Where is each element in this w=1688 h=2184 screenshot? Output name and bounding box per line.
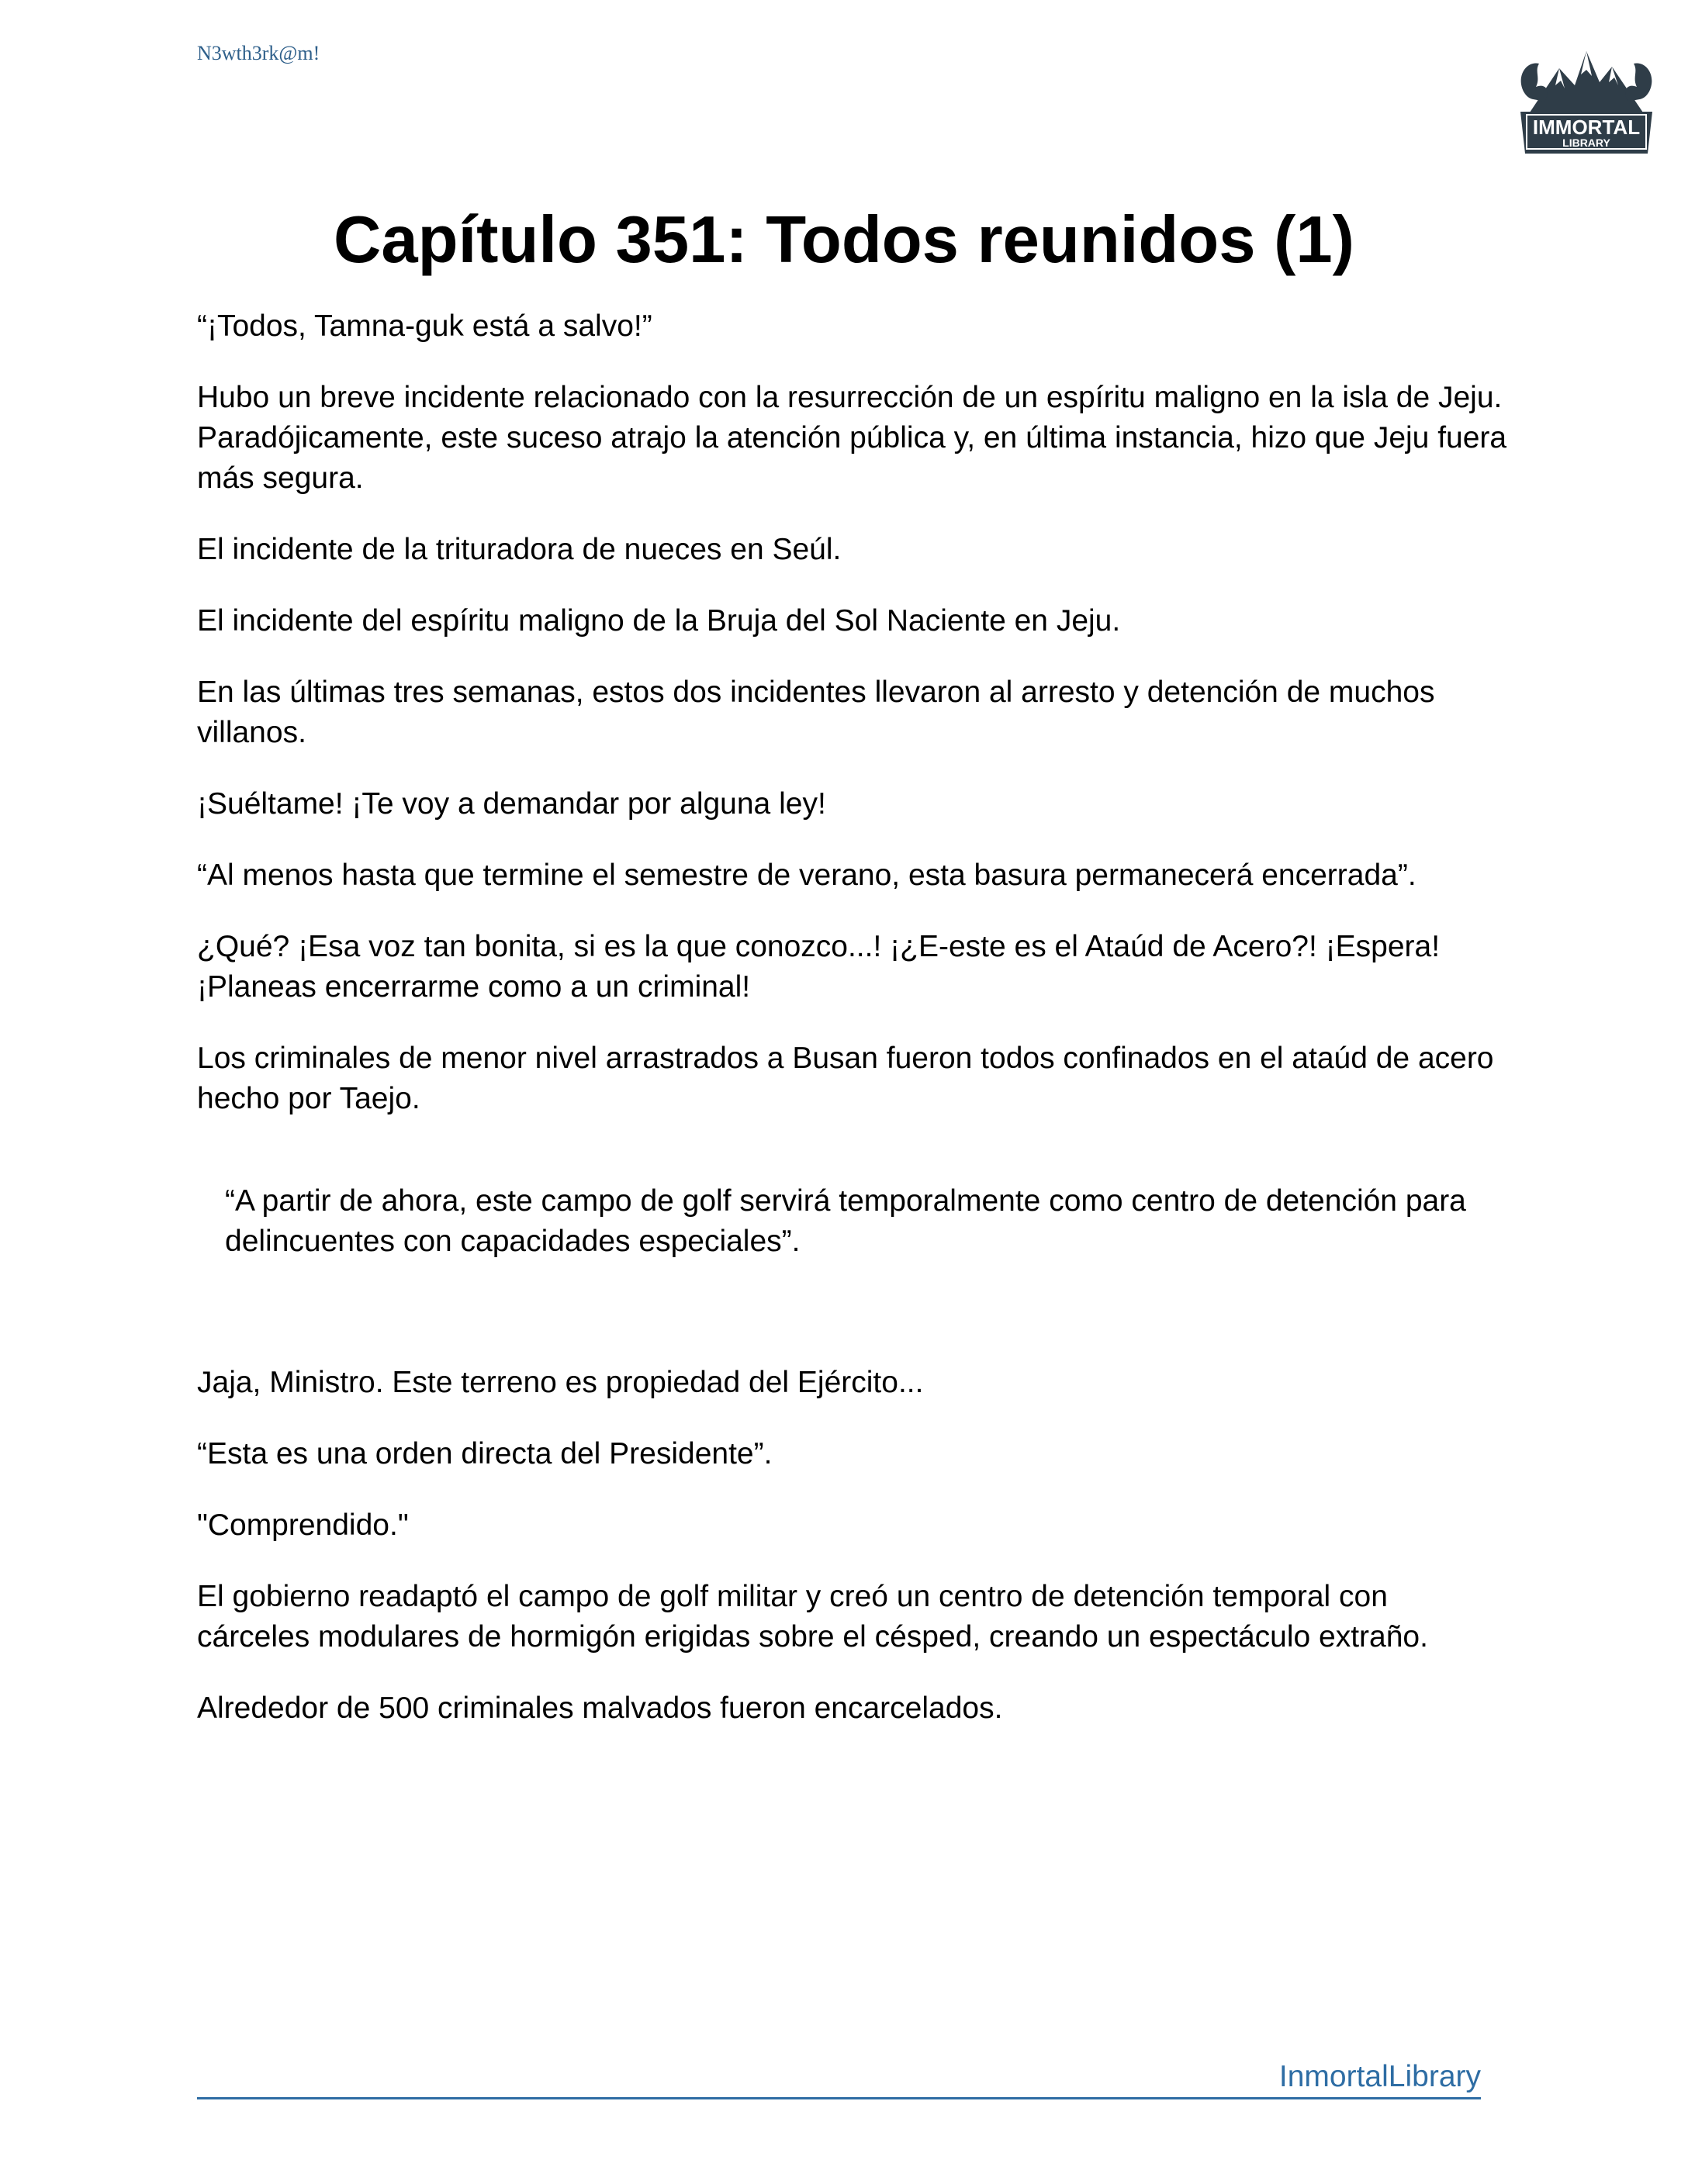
paragraph: Los criminales de menor nivel arrastrados a Busan fueron todos confinados en el ataúd de acero hecho por Taejo. — [197, 1042, 1494, 1115]
paragraph: ¡Suéltame! ¡Te voy a demandar por alguna ley! — [197, 787, 826, 821]
paragraph: Hubo un breve incidente relacionado con la resurrección de un espíritu maligno en la isla de Jeju. Paradójicamente, este suceso atrajo la atención pública y, en última instancia, hizo que Jeju fuera más segura. — [197, 381, 1507, 495]
paragraph: “¡Todos, Tamna-guk está a salvo!” — [197, 309, 652, 343]
mountain-emblem-icon — [1521, 51, 1652, 115]
paragraph: “Al menos hasta que termine el semestre de verano, esta basura permanecerá encerrada”. — [197, 859, 1416, 892]
paragraph: "Comprendido." — [197, 1508, 409, 1542]
watermark-text: N3wth3rk@m! — [197, 42, 320, 64]
paragraph: El incidente de la trituradora de nueces en Seúl. — [197, 533, 842, 566]
paragraph: El gobierno readaptó el campo de golf militar y creó un centro de detención temporal con cárceles modulares de hormigón erigidas sobre el césped, creando un espectáculo extraño. — [197, 1580, 1428, 1654]
paragraph: Alrededor de 500 criminales malvados fueron encarcelados. — [197, 1692, 1003, 1725]
immortal-library-logo — [1513, 37, 1660, 161]
footer-link[interactable]: InmortalLibrary — [197, 2057, 1481, 2099]
paragraph: “Esta es una orden directa del Presidente”. — [197, 1437, 773, 1470]
logo-text-library: LIBRARY — [1562, 136, 1610, 149]
logo-text-immortal: IMMORTAL — [1532, 116, 1641, 139]
paragraph: En las últimas tres semanas, estos dos incidentes llevaron al arresto y detención de muchos villanos. — [197, 676, 1435, 749]
paragraph: Jaja, Ministro. Este terreno es propiedad del Ejército... — [197, 1366, 924, 1399]
paragraph: ¿Qué? ¡Esa voz tan bonita, si es la que conozco...! ¡¿E-este es el Ataúd de Acero?! ¡Espera! ¡Planeas encerrarme como a un criminal! — [197, 930, 1441, 1004]
chapter-body — [197, 306, 1508, 1760]
indented-quote: “A partir de ahora, este campo de golf servirá temporalmente como centro de detención para delincuentes con capacidades especiales”. — [225, 1184, 1466, 1258]
chapter-title: Capítulo 351: Todos reunidos (1) — [333, 203, 1354, 277]
paragraph: El incidente del espíritu maligno de la Bruja del Sol Naciente en Jeju. — [197, 604, 1121, 638]
